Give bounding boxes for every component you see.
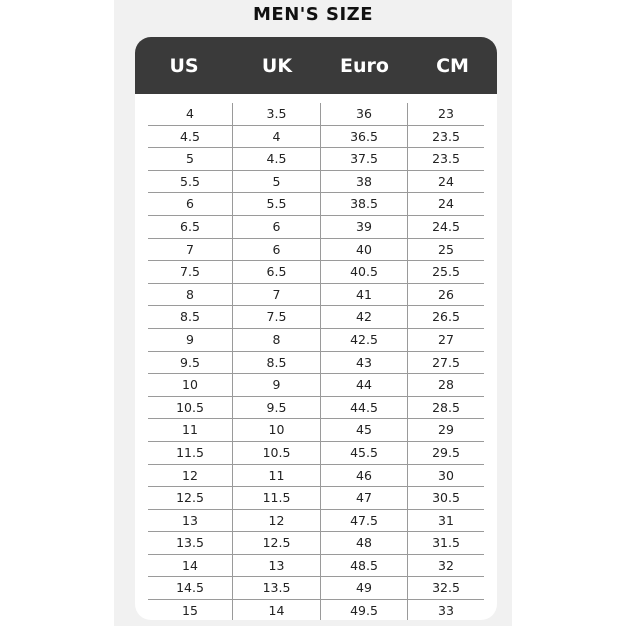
cell-cm: 32 [408,555,484,578]
cell-cm: 28 [408,374,484,397]
table-row [148,577,484,600]
cell-us: 15 [148,600,233,620]
cell-cm: 28.5 [408,397,484,420]
cell-uk: 8 [233,329,321,352]
cell-cm: 31 [408,510,484,533]
table-row [148,216,484,239]
cell-uk: 6.5 [233,261,321,284]
cell-euro: 49.5 [321,600,408,620]
header-uk: UK [261,54,293,77]
cell-cm: 25.5 [408,261,484,284]
cell-euro: 49 [321,577,408,600]
header-cm: CM [436,54,469,77]
cell-euro: 42.5 [321,329,408,352]
cell-uk: 13.5 [233,577,321,600]
table-row [148,600,484,620]
cell-us: 8.5 [148,306,233,329]
table-row [148,261,484,284]
cell-euro: 37.5 [321,148,408,171]
cell-euro: 46 [321,465,408,488]
cell-cm: 23.5 [408,126,484,149]
cell-us: 6 [148,193,233,216]
cell-cm: 30.5 [408,487,484,510]
cell-us: 12 [148,465,233,488]
table-row [148,171,484,194]
cell-uk: 13 [233,555,321,578]
table-row [148,284,484,307]
cell-us: 10.5 [148,397,233,420]
table-row [148,329,484,352]
cell-cm: 30 [408,465,484,488]
cell-euro: 42 [321,306,408,329]
cell-cm: 25 [408,239,484,262]
cell-cm: 31.5 [408,532,484,555]
table-row [148,148,484,171]
cell-uk: 10.5 [233,442,321,465]
cell-cm: 24.5 [408,216,484,239]
cell-uk: 7 [233,284,321,307]
page-title: MEN'S SIZE [252,4,374,25]
cell-us: 5 [148,148,233,171]
cell-euro: 45.5 [321,442,408,465]
cell-cm: 32.5 [408,577,484,600]
cell-uk: 6 [233,216,321,239]
cell-euro: 47.5 [321,510,408,533]
cell-cm: 26 [408,284,484,307]
table-row [148,374,484,397]
table-row [148,306,484,329]
size-chart-card [135,37,497,620]
cell-euro: 48 [321,532,408,555]
table-row [148,397,484,420]
cell-cm: 24 [408,193,484,216]
cell-euro: 44.5 [321,397,408,420]
cell-euro: 44 [321,374,408,397]
cell-cm: 24 [408,171,484,194]
table-row [148,510,484,533]
table-row [148,442,484,465]
cell-euro: 47 [321,487,408,510]
cell-cm: 23.5 [408,148,484,171]
cell-cm: 27.5 [408,352,484,375]
cell-euro: 39 [321,216,408,239]
cell-us: 8 [148,284,233,307]
cell-uk: 12 [233,510,321,533]
cell-us: 11.5 [148,442,233,465]
cell-us: 14.5 [148,577,233,600]
cell-uk: 5 [233,171,321,194]
cell-us: 11 [148,419,233,442]
table-row [148,532,484,555]
cell-uk: 10 [233,419,321,442]
cell-euro: 45 [321,419,408,442]
cell-uk: 3.5 [233,103,321,126]
header-euro: Euro [340,54,389,77]
cell-us: 6.5 [148,216,233,239]
cell-cm: 33 [408,600,484,620]
cell-uk: 4.5 [233,148,321,171]
cell-cm: 29 [408,419,484,442]
cell-us: 14 [148,555,233,578]
table-row [148,126,484,149]
cell-uk: 14 [233,600,321,620]
cell-us: 13 [148,510,233,533]
cell-uk: 6 [233,239,321,262]
cell-cm: 26.5 [408,306,484,329]
cell-euro: 36.5 [321,126,408,149]
table-row [148,103,484,126]
cell-euro: 38 [321,171,408,194]
table-row [148,239,484,262]
cell-euro: 38.5 [321,193,408,216]
cell-us: 9 [148,329,233,352]
cell-euro: 40.5 [321,261,408,284]
cell-uk: 9.5 [233,397,321,420]
cell-us: 12.5 [148,487,233,510]
cell-uk: 11 [233,465,321,488]
cell-us: 4.5 [148,126,233,149]
cell-euro: 36 [321,103,408,126]
cell-us: 5.5 [148,171,233,194]
cell-euro: 43 [321,352,408,375]
cell-cm: 29.5 [408,442,484,465]
cell-uk: 7.5 [233,306,321,329]
cell-cm: 23 [408,103,484,126]
cell-us: 13.5 [148,532,233,555]
header-us: US [169,54,199,77]
cell-euro: 41 [321,284,408,307]
table-row [148,352,484,375]
cell-euro: 40 [321,239,408,262]
cell-us: 10 [148,374,233,397]
table-row [148,193,484,216]
cell-euro: 48.5 [321,555,408,578]
cell-uk: 5.5 [233,193,321,216]
table-row [148,419,484,442]
table-header [135,37,497,94]
table-row [148,465,484,488]
cell-uk: 4 [233,126,321,149]
table-row [148,555,484,578]
table-row [148,487,484,510]
cell-uk: 11.5 [233,487,321,510]
table-body [135,103,497,620]
cell-cm: 27 [408,329,484,352]
cell-uk: 8.5 [233,352,321,375]
cell-uk: 12.5 [233,532,321,555]
cell-us: 4 [148,103,233,126]
cell-us: 9.5 [148,352,233,375]
cell-us: 7.5 [148,261,233,284]
cell-us: 7 [148,239,233,262]
cell-uk: 9 [233,374,321,397]
